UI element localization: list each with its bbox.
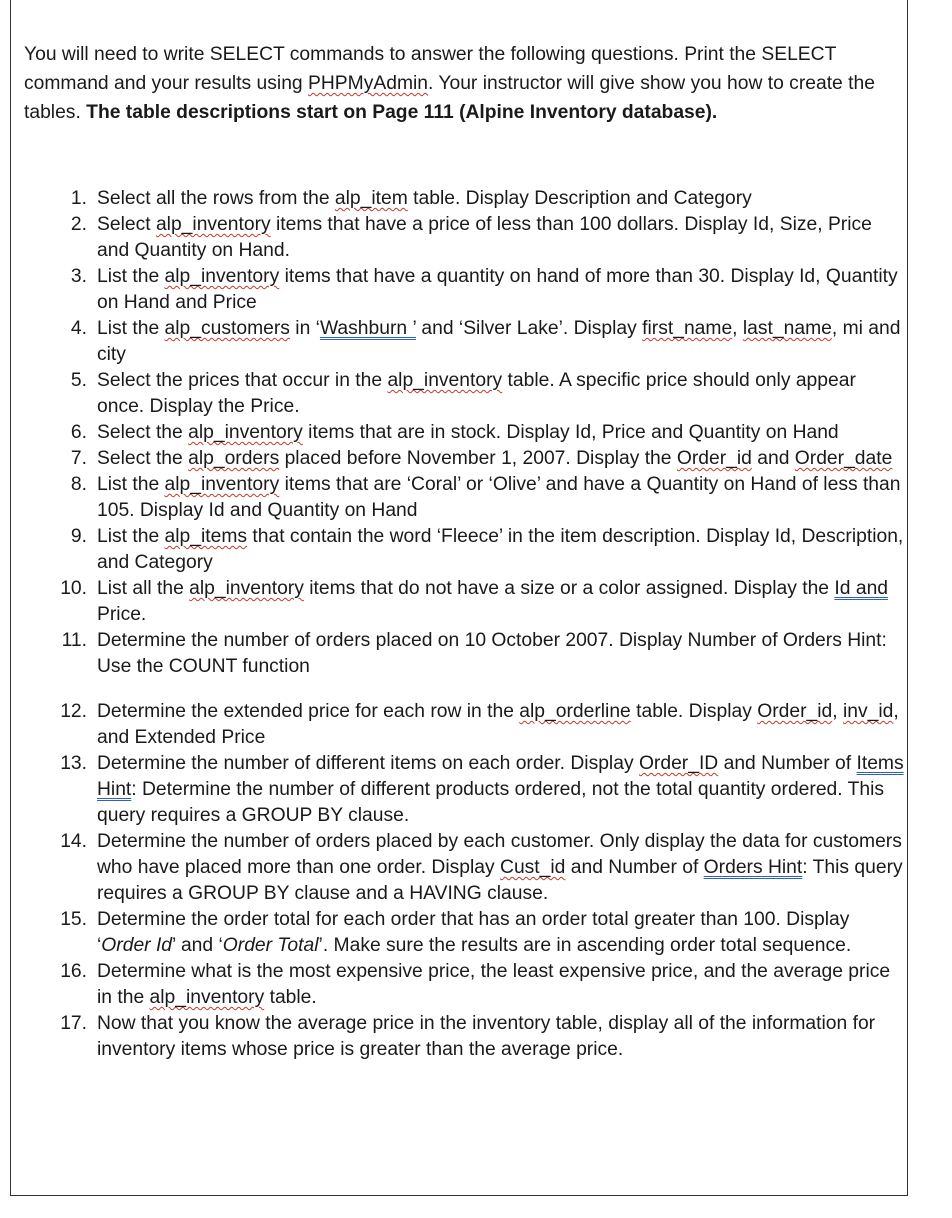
question-number: 11. (61, 630, 87, 651)
question-text-part: placed before November 1, 2007. Display the (279, 448, 677, 469)
intro-text-2: . Your instructor will give show you how to create the tables. (24, 73, 875, 123)
question-number: 5. (70, 370, 87, 391)
question-text-part: table. Display Description and Category (407, 188, 752, 209)
question-text-part: in ‘ (289, 318, 320, 339)
question-text-part: List the (97, 266, 165, 287)
question-item (24, 751, 904, 829)
question-text-part: , mi and city (97, 318, 901, 365)
question-text-part: Order_id (676, 448, 752, 469)
question-text (97, 316, 904, 368)
question-text (97, 628, 904, 680)
question-item (24, 186, 904, 212)
question-text-part: Order Total (222, 935, 319, 956)
question-text-part: , (832, 701, 843, 722)
question-text-part: items that are in stock. Display Id, Price and Quantity on Hand (302, 422, 839, 443)
question-number: 10. (60, 578, 87, 599)
question-number: 8. (70, 474, 87, 495)
question-text-part: alp_orders (188, 448, 280, 469)
question-text-part: List the (97, 474, 165, 495)
question-text-part: Orders Hint (703, 857, 803, 878)
question-text-part: first_name (642, 318, 733, 339)
question-text-part: alp_orderline (519, 701, 631, 722)
question-text-part: Now that you know the average price in the inventory table, display all of the information for inventory items whose price is greater than the average price. (97, 1013, 876, 1060)
question-text-part: Price. (97, 604, 147, 625)
question-text-part: alp_items (164, 526, 248, 547)
question-text-part: alp_inventory (164, 266, 280, 287)
question-text-part: Determine the number of orders placed on 10 October 2007. Display Number of Orders Hint: Use the COUNT function (97, 630, 887, 677)
question-item (24, 628, 904, 680)
question-text-part: Washburn ’ (319, 318, 417, 339)
question-text-part: List the (97, 526, 165, 547)
question-number: 13. (60, 753, 87, 774)
question-text-part: and (751, 448, 795, 469)
question-item (24, 472, 904, 524)
question-item (24, 212, 904, 264)
question-text-part: Select the prices that occur in the (97, 370, 388, 391)
question-text-part: items that are ‘Coral’ or ‘Olive’ and have a Quantity on Hand of less than 105. Display Id and Quantity on Hand (97, 474, 901, 521)
question-text-part: and Number of (565, 857, 704, 878)
question-text-part: List the (97, 318, 165, 339)
question-text-part: Select all the rows from the (97, 188, 335, 209)
question-text-part: alp_inventory (387, 370, 503, 391)
question-text-part: alp_inventory (155, 214, 271, 235)
question-number: 2. (70, 214, 87, 235)
question-text (97, 1011, 904, 1063)
question-item (24, 316, 904, 368)
question-text (97, 959, 904, 1011)
question-number: 9. (70, 526, 87, 547)
question-number: 3. (70, 266, 87, 287)
question-text-part: alp_inventory (164, 474, 280, 495)
question-text-part: table. Display (630, 701, 758, 722)
question-item (24, 524, 904, 576)
question-text-part: , (732, 318, 743, 339)
question-item (24, 368, 904, 420)
question-text-part: Select the (97, 448, 189, 469)
question-text-part: Determine the order total for each order that has an order total greater than 100. Display ‘ (97, 909, 850, 956)
question-text-part: alp_item (334, 188, 408, 209)
question-text (97, 751, 904, 829)
question-text-part: items that have a price of less than 100 dollars. Display Id, Size, Price and Quantity on Hand. (97, 214, 872, 261)
question-number: 14. (60, 831, 87, 852)
intro-text-1: You will need to write SELECT commands to answer the following questions. Print the SELECT command and your results using (24, 44, 837, 94)
question-text (97, 907, 904, 959)
question-text-part: alp_inventory (189, 578, 304, 599)
question-text-part: and ‘Silver Lake’. Display (416, 318, 643, 339)
question-text (97, 446, 904, 472)
question-text (97, 699, 904, 751)
question-text-part: Order_id (757, 701, 833, 722)
question-text-part: Determine the extended price for each row in the (97, 701, 520, 722)
question-text-part: that contain the word ‘Fleece’ in the item description. Display Id, Description, and Category (97, 526, 904, 573)
question-text-part: Order_date (794, 448, 893, 469)
question-item (24, 264, 904, 316)
question-text-part: Order Id (101, 935, 173, 956)
question-text-part: items that do not have a size or a color assigned. Display the (303, 578, 835, 599)
intro-bold-text: The table descriptions start on Page 111 (Alpine Inventory database). (86, 102, 718, 123)
question-text (97, 212, 904, 264)
question-text-part: inv_id (842, 701, 894, 722)
question-item (24, 420, 904, 446)
question-text-part: alp_customers (164, 318, 290, 339)
question-text (97, 420, 904, 446)
list-spacer (24, 680, 904, 699)
question-item (24, 959, 904, 1011)
question-item (24, 699, 904, 751)
question-text-part: ’ and ‘ (172, 935, 223, 956)
question-text (97, 829, 904, 907)
question-text-part: Select (97, 214, 156, 235)
question-text (97, 264, 904, 316)
question-text-part: items that have a quantity on hand of more than 30. Display Id, Quantity on Hand and Price (97, 266, 898, 313)
intro-tool-name: PHPMyAdmin (308, 73, 429, 94)
question-text-part: table. A specific price should only appear once. Display the Price. (97, 370, 856, 417)
question-text-part: Determine the number of orders placed by each customer. Only display the data for customers who have placed more than one order. Display (97, 831, 902, 878)
question-text-part: ’. Make sure the results are in ascending order total sequence. (318, 935, 852, 956)
question-text-part: , and Extended Price (97, 701, 899, 748)
question-number: 7. (70, 448, 87, 469)
question-item (24, 576, 904, 628)
question-item (24, 446, 904, 472)
question-text-part: Items Hint (97, 753, 904, 800)
question-text-part: Determine what is the most expensive price, the least expensive price, and the average price in the (97, 961, 891, 1008)
question-text-part: alp_inventory (149, 987, 265, 1008)
question-text (97, 576, 904, 628)
question-number: 15. (60, 909, 87, 930)
question-text (97, 368, 904, 420)
question-number: 17. (60, 1013, 87, 1034)
question-text-part: Select the (97, 422, 189, 443)
question-number: 6. (70, 422, 87, 443)
question-text-part: : This query requires a GROUP BY clause and a HAVING clause. (97, 857, 903, 904)
question-text-part: and Number of (718, 753, 857, 774)
question-item (24, 1011, 904, 1063)
question-text-part: Order_ID (638, 753, 719, 774)
question-text-part: Id and (834, 578, 889, 599)
question-item (24, 907, 904, 959)
question-text-part: last_name (742, 318, 832, 339)
question-text-part: Determine the number of different items on each order. Display (97, 753, 639, 774)
question-number: 4. (70, 318, 87, 339)
question-number: 16. (60, 961, 87, 982)
question-text-part: Cust_id (500, 857, 566, 878)
question-text (97, 524, 904, 576)
intro-paragraph (24, 40, 904, 127)
question-item (24, 829, 904, 907)
question-text-part: table. (264, 987, 317, 1008)
question-text-part: List all the (97, 578, 190, 599)
question-text (97, 472, 904, 524)
question-text-part: alp_inventory (188, 422, 303, 443)
question-list (24, 186, 904, 1063)
question-text-part: : Determine the number of different products ordered, not the total quantity ordered. This query requires a GROUP BY clause. (97, 779, 885, 826)
question-number: 12. (60, 701, 87, 722)
question-number: 1. (70, 188, 87, 209)
question-text (97, 186, 904, 212)
